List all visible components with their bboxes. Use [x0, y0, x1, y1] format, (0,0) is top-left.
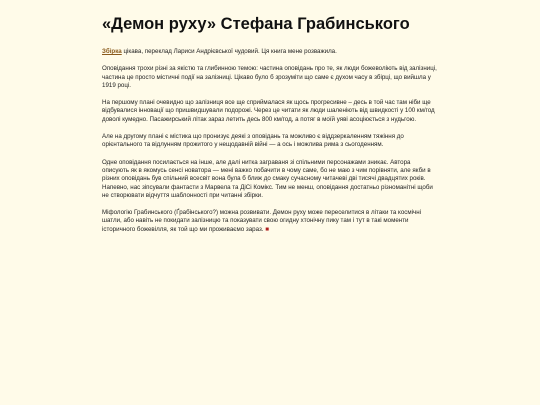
paragraph-6 [102, 209, 438, 234]
paragraph-6-text: Міфологію Грабинського (Ґрабінського?) можна розвивати. Демон руху може переселитися в літаки та космічні шатли, або навіть не покидати залізницю та показувати свою огидну хтонічну пику там і тут в такі моменти історичного божевілля, як той що ми проживаємо зараз. [102, 209, 422, 233]
end-mark-icon: ■ [265, 225, 269, 233]
collection-link[interactable]: Збірка [102, 48, 122, 55]
paragraph-2: Оповідання трохи різні за якістю та глибинною темою: частина оповідань про те, як люди божеволіють від залізниці, частина це просто містичні події на залізниці. Цікаво було б зрозуміти що саме є духом часу в збірці, що вийшла у 1919 році. [102, 65, 437, 89]
paragraph-5: Одне оповідання посилається на інше, але далі нитка заграваня зі спільними персонажами зникає. Автора описують як в якомусь сенсі новатора — мені важко побачити в чому саме, бо не маю з чим порівняти, але якби в різних оповідань був спільний всесвіт вона була б ближ до смаку сучасному читачеві дві тисячі двадцятих років. Напевно, нас зіпсували фантасти з Марвела та ДіСі Комікс. Тим не менш, оповідання достатньо різноманітні щоби не створювати відчуття шаблонності при читанні збірки. [102, 158, 433, 199]
paragraph-4: Але на другому плані є містика що пронизує деякі з оповідань та можливо є віддзеркаленням тяжіння до орієнтального та відлунням прожитого у нещодавній війні — а ось і можлива рима з сьогоденням. [102, 133, 404, 149]
paragraph-1-text: цікава, переклад Лариси Андрієвської чудовий. Ця книга мене розважила. [121, 48, 337, 55]
article-title: «Демон руху» Стефана Грабинського [102, 15, 410, 33]
paragraph-3: На першому плані очевидно що залізниця все ще сприймалася як щось прогресивне – десь в той час там ніби ще відбувалися інновації що пришвидшували подорожі. Через це читати як люди шаленіють від швидкості у 100 км/год доволі кумедно. Пасажирський літак зараз летить десь 800 км/год, а потяг в моїй уяві асоціюється з нудьгою. [102, 99, 435, 123]
article [102, 14, 438, 243]
paragraph-1 [102, 48, 438, 56]
